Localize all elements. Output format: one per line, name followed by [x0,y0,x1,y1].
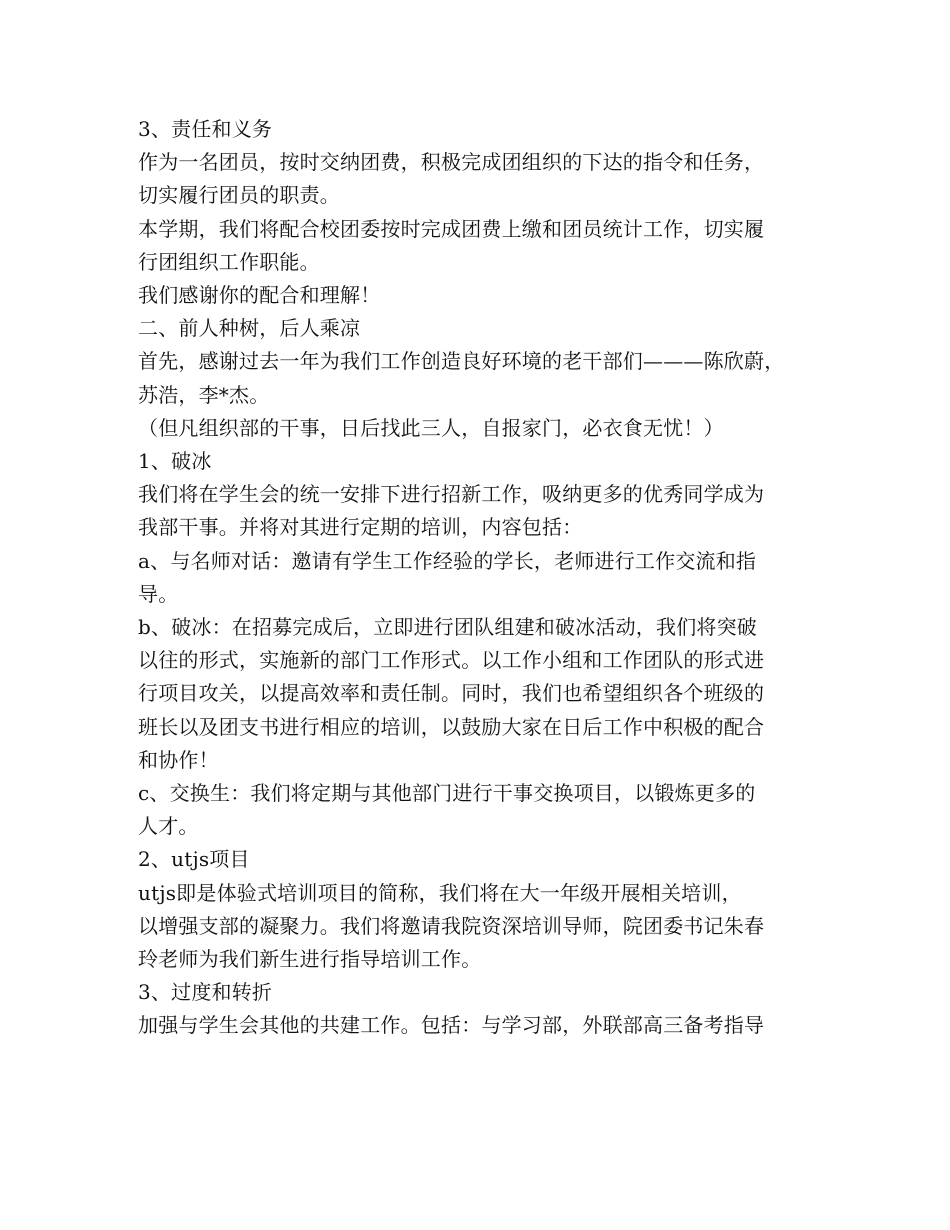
paragraph-line: 行项目攻关，以提高效率和责任制。同时，我们也希望组织各个班级的 [138,681,765,706]
paragraph-line: 苏浩，李*杰。 [138,382,270,407]
paragraph-line: 玲老师为我们新生进行指导培训工作。 [138,947,482,972]
list-item-a: a、与名师对话：邀请有学生工作经验的学长，老师进行工作交流和指 [138,548,757,573]
section-heading-icebreak: 1、破冰 [138,449,212,474]
paragraph-line: 以增强支部的凝聚力。我们将邀请我院资深培训导师，院团委书记朱春 [138,913,765,938]
document-body [138,113,828,1043]
section-heading-utjs: 2、utjs项目 [138,847,250,872]
list-item-c: c、交换生：我们将定期与其他部门进行干事交换项目，以锻炼更多的 [138,781,756,806]
paragraph-line: 本学期，我们将配合校团委按时完成团费上缴和团员统计工作，切实履 [138,216,765,241]
section-heading-transition: 3、过度和转折 [138,980,273,1005]
section-heading-responsibility: 3、责任和义务 [138,117,273,141]
paragraph-line: （但凡组织部的干事，日后找此三人，自报家门，必衣食无忧！） [138,415,724,440]
paragraph-line: 行团组织工作职能。 [138,249,320,274]
paragraph-line: 班长以及团支书进行相应的培训，以鼓励大家在日后工作中积极的配合 [138,714,765,739]
paragraph-line: 导。 [138,581,179,606]
paragraph-line: 我们将在学生会的统一安排下进行招新工作，吸纳更多的优秀同学成为 [138,482,765,507]
paragraph-line: utjs即是体验式培训项目的简称，我们将在大一年级开展相关培训， [138,880,742,905]
paragraph-line: 我部干事。并将对其进行定期的培训，内容包括： [138,515,583,540]
section-heading-predecessors: 二、前人种树，后人乘凉 [138,316,361,341]
paragraph-line: 和协作！ [138,747,219,772]
paragraph-line: 人才。 [138,814,199,839]
paragraph-line: 作为一名团员，按时交纳团费，积极完成团组织的下达的指令和任务， [138,150,765,175]
paragraph-line: 首先，感谢过去一年为我们工作创造良好环境的老干部们———陈欣蔚， [138,349,785,374]
paragraph-line: 切实履行团员的职责。 [138,183,340,208]
paragraph-line: 我们感谢你的配合和理解！ [138,283,381,308]
paragraph-line: 以往的形式，实施新的部门工作形式。以工作小组和工作团队的形式进 [138,648,765,673]
list-item-b: b、破冰：在招募完成后，立即进行团队组建和破冰活动，我们将突破 [138,615,758,640]
paragraph-line: 加强与学生会其他的共建工作。包括：与学习部，外联部高三备考指导 [138,1013,765,1038]
